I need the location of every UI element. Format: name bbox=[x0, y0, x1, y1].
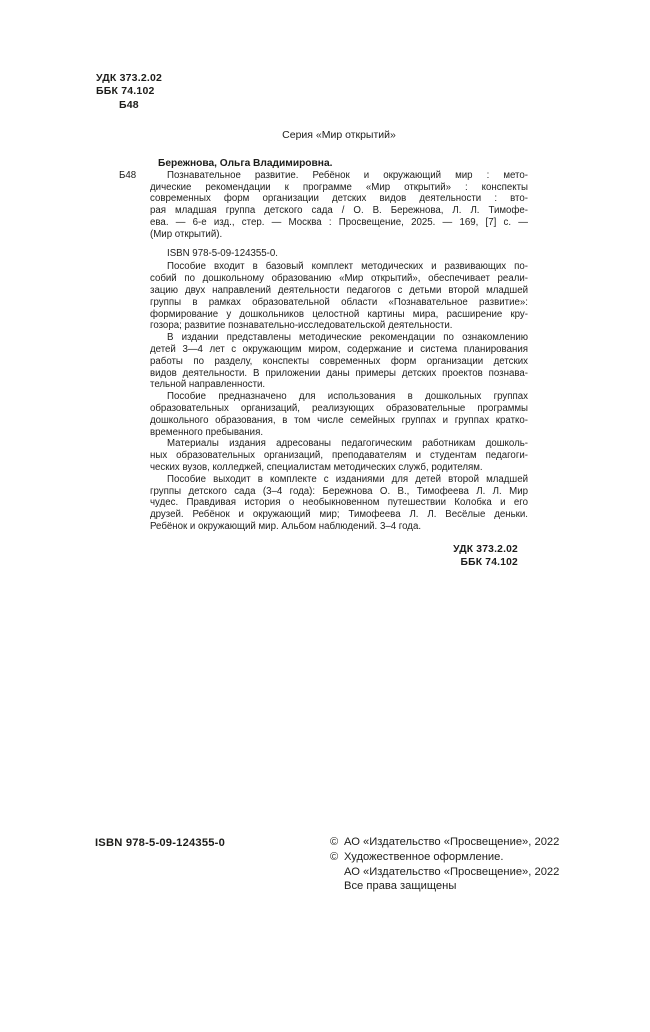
annotation-line: зацию двух направлений деятельности педагогов с детьми второй младшей bbox=[150, 284, 528, 296]
annotation-line: ческих вузов, колледжей, специалистам методических служб, родителям. bbox=[150, 461, 483, 473]
udk-code-top: УДК 373.2.02 bbox=[96, 72, 163, 84]
annotation-line: ных образовательных организаций, преподавателям и студентам педагоги- bbox=[150, 450, 528, 462]
annotation-line: видов деятельности. В приложении даны примеры детских проектов познава- bbox=[150, 367, 528, 379]
bib-line: рая младшая группа детского сада / О. В. Бережнова, Л. Л. Тимофе- bbox=[150, 205, 528, 217]
bbk-code-bottom: ББК 74.102 bbox=[460, 556, 518, 568]
author-sign-code-top: Б48 bbox=[119, 98, 139, 111]
bottom-classification-codes bbox=[150, 543, 528, 569]
copyright-line bbox=[330, 850, 559, 865]
copyright-text: Художественное оформление. bbox=[344, 850, 504, 863]
annotation-line: Пособие предназначено для использования в дошкольных группах bbox=[167, 391, 528, 403]
copyright-line bbox=[330, 835, 559, 850]
annotation-line: гозора; развитие познавательно-исследовательской деятельности. bbox=[150, 320, 453, 332]
copyright-text: Все права защищены bbox=[344, 880, 457, 893]
copyright-sign: © bbox=[330, 850, 339, 863]
annotation-line: тельной направленности. bbox=[150, 379, 266, 391]
bib-line: ева. — 6-е изд., стер. — Москва : Просвещение, 2025. — 169, [7] с. — bbox=[150, 216, 528, 228]
copyright-line bbox=[330, 865, 559, 880]
copyright-sign: © bbox=[330, 836, 339, 848]
copyright-text: АО «Издательство «Просвещение», 2022 bbox=[344, 836, 560, 848]
annotation-line: формирование у дошкольников целостной картины мира, расширение кру- bbox=[150, 308, 528, 320]
bbk-code-top: ББК 74.102 bbox=[96, 85, 155, 98]
main-text-block bbox=[119, 158, 528, 569]
bib-line: современных форм организации детских видов деятельности : вто- bbox=[150, 193, 528, 205]
top-classification-codes bbox=[96, 72, 162, 112]
annotation-line: чудес. Правдивая история о необыкновенном путешествии Колобка и его bbox=[150, 497, 528, 509]
annotation-line: друзей. Ребёнок и окружающий мир; Тимофеева Л. Л. Весёлые деньки. bbox=[150, 509, 528, 521]
annotation-line: Пособие выходит в комплекте с изданиями для детей второй младшей bbox=[167, 473, 528, 485]
annotation-line: В издании представлены методические рекомендации по ознакомлению bbox=[167, 332, 528, 344]
copyright-text: АО «Издательство «Просвещение», 2022 bbox=[344, 865, 560, 878]
annotation-line: работы по разделу, конспекты современных форм организации детских bbox=[150, 355, 528, 367]
footer-isbn: ISBN 978-5-09-124355-0 bbox=[95, 837, 226, 849]
author-heading: Бережнова, Ольга Владимировна. bbox=[158, 158, 333, 169]
annotation-line: образовательных организаций, реализующих образовательные программы bbox=[150, 402, 528, 414]
annotation-line: Материалы издания адресованы педагогическим работникам дошколь- bbox=[167, 438, 528, 450]
margin-author-sign-code: Б48 bbox=[119, 169, 137, 181]
copyright-block bbox=[330, 835, 559, 894]
isbn-line: ISBN 978-5-09-124355-0. bbox=[167, 247, 278, 259]
bib-line: (Мир открытий). bbox=[150, 228, 223, 240]
udk-code-bottom: УДК 373.2.02 bbox=[453, 543, 518, 555]
bib-line bbox=[119, 169, 528, 182]
bib-line: дические рекомендации к программе «Мир открытий» : конспекты bbox=[150, 181, 528, 193]
annotation-line: группы в рамках образовательной области «Познавательное развитие»: bbox=[150, 296, 528, 308]
bib-line-text: Познавательное развитие. Ребёнок и окружающий мир : мето- bbox=[167, 169, 528, 181]
copyright-line bbox=[330, 879, 559, 894]
annotation-line: Пособие входит в базовый комплект методических и развивающих по- bbox=[167, 261, 528, 273]
annotation-line: детей 3—4 лет с окружающим миром, содержание и система планирования bbox=[150, 343, 528, 355]
annotation-line: временного пребывания. bbox=[150, 426, 264, 438]
annotation-line: группы детского сада (3–4 года): Бережнова О. В., Тимофеева Л. Л. Мир bbox=[150, 485, 528, 497]
series-line: Серия «Мир открытий» bbox=[282, 129, 396, 141]
annotation-line: дошкольного образования, в том числе семейных группах и группах кратко- bbox=[150, 414, 528, 426]
annotation-line: Ребёнок и окружающий мир. Альбом наблюдений. 3–4 года. bbox=[150, 520, 422, 532]
annotation-line: собий по дошкольному образованию «Мир открытий», обеспечивает реали- bbox=[150, 273, 528, 285]
